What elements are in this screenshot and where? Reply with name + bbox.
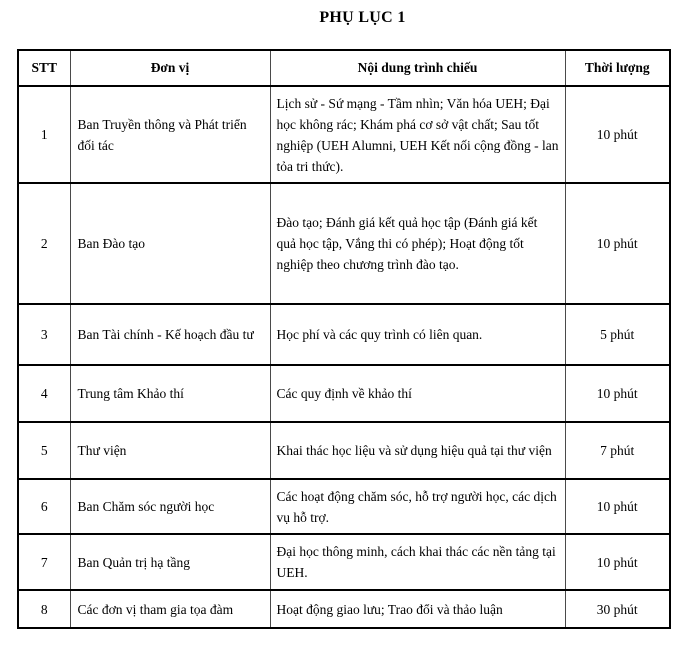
unit-cell: Các đơn vị tham gia tọa đàm (70, 590, 270, 628)
table-row (18, 479, 670, 534)
stt-cell: 4 (18, 365, 70, 422)
table-row (18, 422, 670, 479)
unit-cell: Ban Truyền thông và Phát triển đối tác (70, 86, 270, 183)
content-cell: Học phí và các quy trình có liên quan. (270, 304, 565, 365)
content-cell: Khai thác học liệu và sử dụng hiệu quả tại thư viện (270, 422, 565, 479)
stt-cell: 6 (18, 479, 70, 534)
stt-cell: 3 (18, 304, 70, 365)
duration-cell: 10 phút (565, 86, 670, 183)
duration-cell: 30 phút (565, 590, 670, 628)
unit-cell: Thư viện (70, 422, 270, 479)
page-title: PHỤ LỤC 1 (319, 9, 406, 26)
duration-cell: 10 phút (565, 183, 670, 304)
unit-cell: Ban Đào tạo (70, 183, 270, 304)
stt-cell: 7 (18, 534, 70, 590)
duration-cell: 10 phút (565, 534, 670, 590)
table-row (18, 534, 670, 590)
table-row (18, 183, 670, 304)
content-cell: Đào tạo; Đánh giá kết quả học tập (Đánh giá kết quả học tập, Vắng thi có phép); Hoạt động tốt nghiệp theo chương trình đào tạo. (270, 183, 565, 304)
stt-cell: 5 (18, 422, 70, 479)
content-cell: Các hoạt động chăm sóc, hỗ trợ người học, các dịch vụ hỗ trợ. (270, 479, 565, 534)
content-cell: Các quy định về khảo thí (270, 365, 565, 422)
duration-cell: 10 phút (565, 365, 670, 422)
content-cell: Lịch sử - Sứ mạng - Tầm nhìn; Văn hóa UEH; Đại học không rác; Khám phá cơ sở vật chất; Sau tốt nghiệp (UEH Alumni, UEH Kết nối cộng đồng - lan tỏa tri thức). (270, 86, 565, 183)
column-header-unit: Đơn vị (70, 50, 270, 86)
header-row (18, 50, 670, 86)
column-header-stt: STT (18, 50, 70, 86)
table-row (18, 86, 670, 183)
content-cell: Hoạt động giao lưu; Trao đổi và thảo luận (270, 590, 565, 628)
content-cell: Đại học thông minh, cách khai thác các nền tảng tại UEH. (270, 534, 565, 590)
unit-cell: Trung tâm Khảo thí (70, 365, 270, 422)
appendix-table (17, 49, 671, 629)
column-header-content: Nội dung trình chiếu (270, 50, 565, 86)
stt-cell: 1 (18, 86, 70, 183)
unit-cell: Ban Tài chính - Kế hoạch đầu tư (70, 304, 270, 365)
table-row (18, 590, 670, 628)
unit-cell: Ban Chăm sóc người học (70, 479, 270, 534)
duration-cell: 10 phút (565, 479, 670, 534)
table-row (18, 365, 670, 422)
unit-cell: Ban Quản trị hạ tầng (70, 534, 270, 590)
duration-cell: 5 phút (565, 304, 670, 365)
stt-cell: 2 (18, 183, 70, 304)
stt-cell: 8 (18, 590, 70, 628)
table-row (18, 304, 670, 365)
column-header-duration: Thời lượng (565, 50, 670, 86)
duration-cell: 7 phút (565, 422, 670, 479)
